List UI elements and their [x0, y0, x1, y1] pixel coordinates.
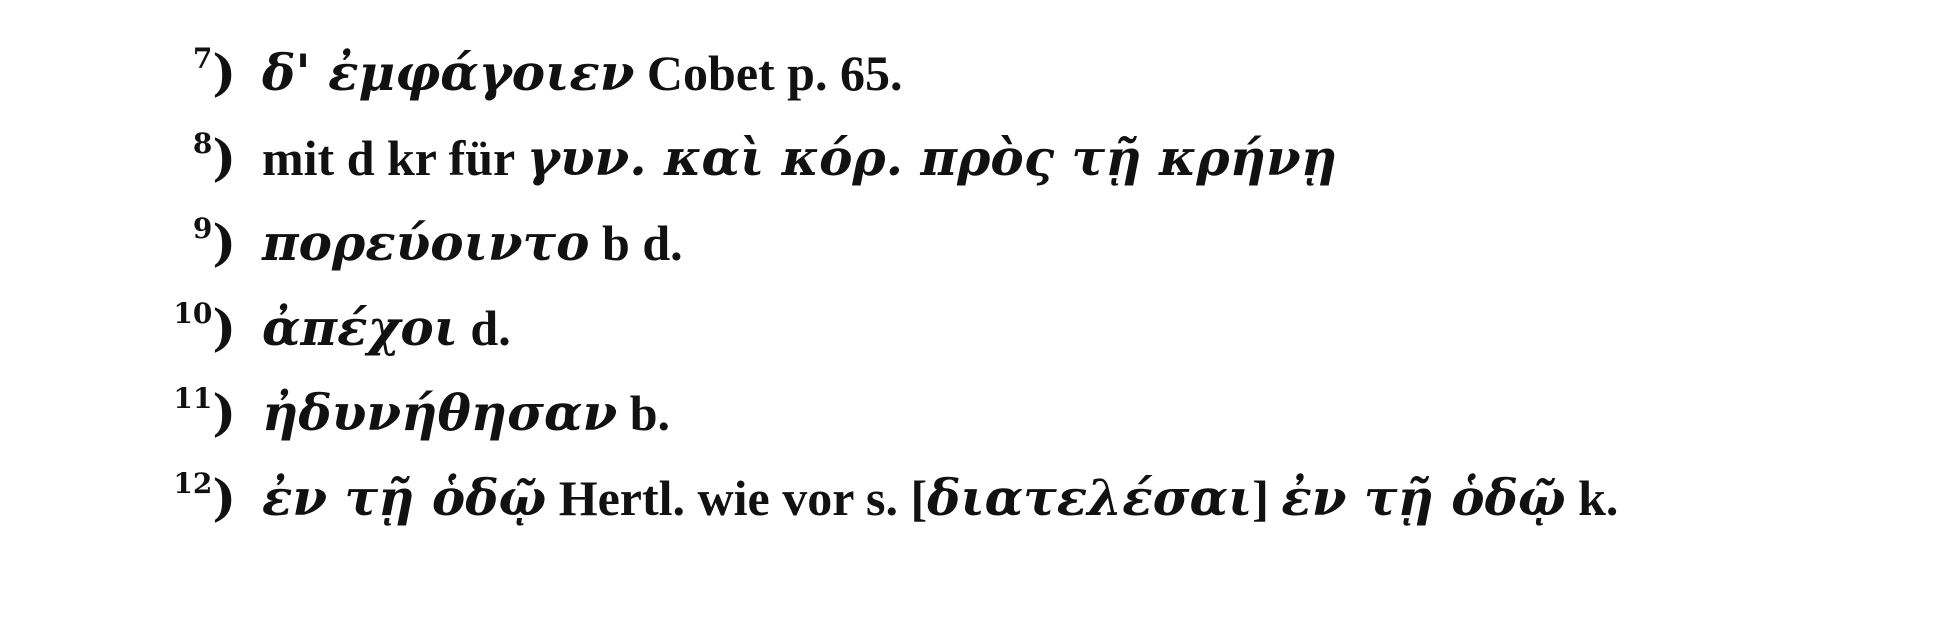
latin-text: k.	[1565, 470, 1619, 526]
footnote-7	[0, 30, 1956, 115]
footnote-text	[262, 200, 683, 286]
footnote-number-value: 11	[173, 382, 213, 415]
footnote-text	[262, 370, 670, 456]
latin-text: Hertl. wie vor s. [	[546, 470, 928, 526]
footnote-8	[0, 115, 1956, 200]
latin-text: b.	[617, 385, 670, 441]
footnote-text	[262, 455, 1618, 541]
footnote-number: $^7$)	[192, 42, 236, 102]
footnote-number: $^{10}$)	[173, 297, 236, 357]
greek-text: ἀπέχοι	[262, 298, 458, 357]
greek-text: ἐν τῇ ὁδῷ	[262, 468, 547, 527]
footnote-list	[0, 30, 1956, 540]
footnote-number: $^{12}$)	[173, 467, 236, 527]
footnote-10	[0, 285, 1956, 370]
footnote-text	[262, 115, 1337, 201]
greek-text: πορεύοιντο	[262, 213, 590, 272]
greek-text: ἐν τῇ ὁδῷ	[1281, 468, 1566, 527]
latin-text: mit d kr für	[262, 130, 527, 186]
footnote-number: $^{11}$)	[173, 382, 236, 442]
latin-text: ]	[1252, 470, 1282, 526]
latin-text: d.	[457, 300, 511, 356]
footnote-11	[0, 370, 1956, 455]
footnote-text	[262, 285, 511, 371]
footnote-9	[0, 200, 1956, 285]
footnote-number-value: 9	[192, 212, 213, 245]
latin-text: Cobet p. 65.	[634, 45, 903, 101]
footnote-number: $^8$)	[192, 127, 236, 187]
footnote-number-value: 7	[192, 42, 213, 75]
footnote-number-value: 10	[173, 297, 213, 330]
latin-text: b d.	[589, 215, 683, 271]
greek-text: δ' ἐμφάγοιεν	[262, 43, 635, 102]
footnote-12	[0, 455, 1956, 540]
footnote-number: $^9$)	[192, 212, 236, 272]
footnote-number-value: 12	[173, 467, 213, 500]
greek-text: διατελέσαι	[927, 468, 1253, 527]
footnote-text	[262, 30, 903, 116]
greek-text: γυν. καὶ κόρ. πρὸς τῇ κρήνῃ	[526, 128, 1338, 187]
footnote-number-value: 8	[192, 127, 213, 160]
greek-text: ἠδυνήθησαν	[262, 383, 618, 442]
